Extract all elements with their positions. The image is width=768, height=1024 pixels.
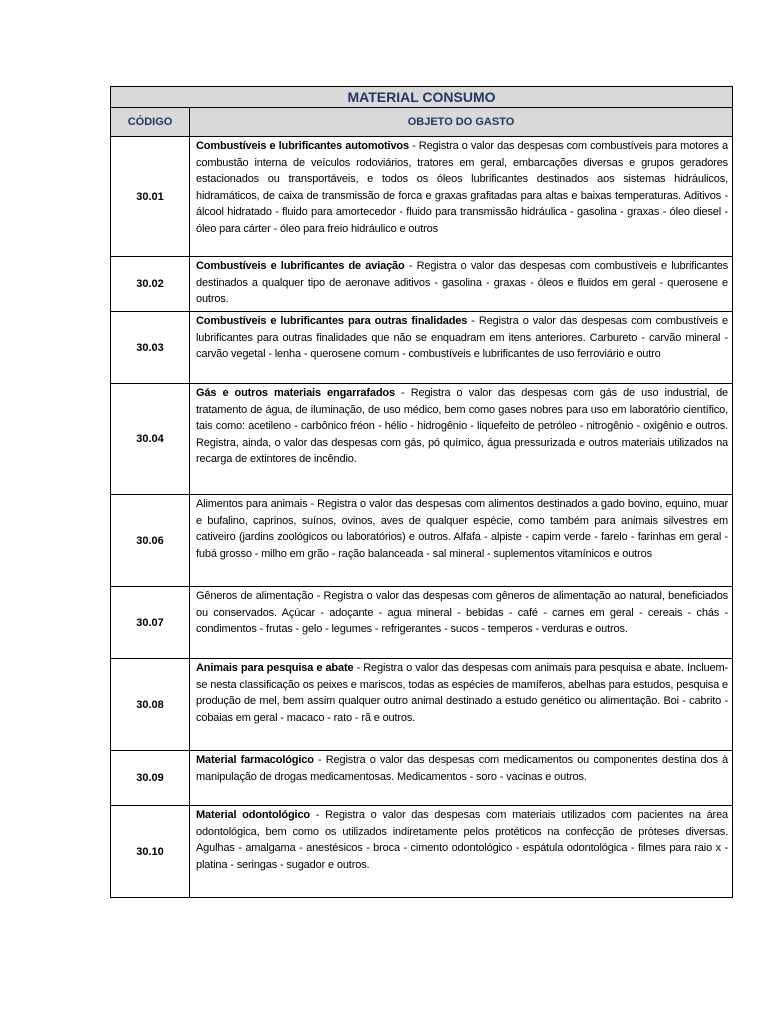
table-row	[111, 806, 733, 898]
expense-item-name: Gêneros de alimentação	[196, 590, 314, 602]
row-code: 30.04	[111, 384, 190, 495]
expense-item-text: Registra o valor das despesas com materiais utilizados com pacientes na área odontológica, bem como os utilizados indiretamente pelos protéticos na confecção de próteses diversas. Agulhas - amalgama - anestésicos - broca - cimento odontológico - espátula odontológica - filmes para raio x - platina - seringas - sugador e outros.	[196, 809, 729, 871]
row-code: 30.09	[111, 751, 190, 806]
row-code: 30.06	[111, 495, 190, 587]
table-title: MATERIAL CONSUMO	[111, 87, 733, 108]
separator: -	[307, 498, 318, 510]
header-row	[111, 108, 733, 137]
separator: -	[467, 315, 479, 327]
table-row	[111, 384, 733, 495]
expense-item-name: Material odontológico	[196, 809, 310, 821]
title-row	[111, 87, 733, 108]
expense-item-name: Combustíveis e lubrificantes de aviação	[196, 260, 405, 272]
expense-item-text: Registra o valor das despesas com combustíveis para motores a combustão interna de veículos rodoviários, tratores em geral, embarcações diversas e grupos geradores estacionados ou transportáveis, e todos os óleos lubrificantes destinados aos sistemas hidráulicos, hidramáticos, de caixa de transmissão de forca e graxas grafitadas para altas e baixas temperaturas. Aditivos - álcool hidratado - fluido para amortecedor - fluido para transmissão hidráulica - gasolina - graxas - óleo diesel - óleo para cárter - óleo para freio hidráulico e outros	[196, 140, 729, 235]
material-consumo-sheet	[110, 86, 732, 898]
expense-item-name: Material farmacológico	[196, 754, 314, 766]
row-description	[190, 751, 733, 806]
row-description	[190, 806, 733, 898]
expense-item-text: Registra o valor das despesas com gás de uso industrial, de tratamento de água, de iluminação, de uso médico, bem como gases nobres para uso em laboratório científico, tais como: acetileno - carbônico fréon - hélio - hidrogênio - liquefeito de petróleo - nitrogênio - oxigênio e outros. Registra, ainda, o valor das despesas com gás, pó químico, água pressurizada e outros materiais utilizados na recarga de extintores de incêndio.	[196, 387, 729, 465]
expense-item-text: Registra o valor das despesas com combustíveis e lubrificantes destinados a qualquer tipo de aeronave aditivos - gasolina - graxas - óleos e fluidos em geral - querosene e outros.	[196, 260, 729, 305]
separator: -	[310, 809, 326, 821]
expense-item-text: Registra o valor das despesas com animais para pesquisa e abate. Incluem-se nesta classificação os peixes e mariscos, todas as espécies de mamíferos, abelhas para estudos, pesquisa e produção de mel, bem assim qualquer outro animal destinado a estudo genético ou alimentação. Boi - cabrito - cobaias em geral - macaco - rato - rã e outros.	[196, 662, 729, 724]
table-row	[111, 659, 733, 751]
separator: -	[394, 387, 411, 399]
expense-item-text: Registra o valor das despesas com combustíveis e lubrificantes para outras finalidades que não se enquadram em itens anteriores. Carbureto - carvão mineral - carvão vegetal - lenha - querosene comum - combustíveis e lubrificantes de uso ferroviário e outro	[196, 315, 729, 360]
expense-item-text: Registra o valor das despesas com medicamentos ou componentes destina dos à manipulação de drogas medicamentosas. Medicamentos - soro - vacinas e outros.	[196, 754, 729, 783]
material-consumo-table	[110, 86, 733, 898]
table-row	[111, 751, 733, 806]
separator: -	[404, 260, 417, 272]
expense-item-name: Gás e outros materiais engarrafados	[196, 387, 395, 399]
row-code: 30.02	[111, 257, 190, 312]
row-description	[190, 495, 733, 587]
expense-item-name: Combustíveis e lubrificantes automotivos	[196, 140, 409, 152]
header-object: OBJETO DO GASTO	[190, 108, 733, 137]
row-description	[190, 384, 733, 495]
row-description	[190, 659, 733, 751]
header-code: CÓDIGO	[111, 108, 190, 137]
table-row	[111, 495, 733, 587]
expense-item-name: Alimentos para animais	[196, 498, 308, 510]
table-body	[111, 137, 733, 898]
table-row	[111, 257, 733, 312]
row-code: 30.08	[111, 659, 190, 751]
row-code: 30.07	[111, 587, 190, 659]
table-row	[111, 587, 733, 659]
separator: -	[408, 140, 419, 152]
expense-item-text: Registra o valor das despesas com alimentos destinados a gado bovino, equino, muar e bufalino, caprinos, suínos, ovinos, aves de qualquer espécie, como também para animais silvestres em cativeiro (jardins zoológicos ou laboratórios) e outros. Alfafa - alpiste - capim verde - farelo - farinhas em geral - fubá grosso - milho em grão - ração balanceada - sal mineral - suplementos vitamínicos e outros	[196, 498, 729, 560]
row-code: 30.10	[111, 806, 190, 898]
expense-item-name: Animais para pesquisa e abate	[196, 662, 354, 674]
expense-item-name: Combustíveis e lubrificantes para outras finalidades	[196, 315, 468, 327]
table-row	[111, 137, 733, 257]
row-description	[190, 137, 733, 257]
row-description	[190, 312, 733, 384]
row-description	[190, 257, 733, 312]
separator: -	[313, 754, 326, 766]
row-code: 30.01	[111, 137, 190, 257]
row-code: 30.03	[111, 312, 190, 384]
row-description	[190, 587, 733, 659]
expense-item-text: Registra o valor das despesas com gêneros de alimentação ao natural, beneficiados ou conservados. Açúcar - adoçante - agua mineral - bebidas - café - carnes em geral - cereais - chás - condimentos - frutas - gelo - legumes - refrigerantes - sucos - temperos - verduras e outros.	[196, 590, 729, 635]
separator: -	[353, 662, 364, 674]
table-row	[111, 312, 733, 384]
separator: -	[313, 590, 324, 602]
